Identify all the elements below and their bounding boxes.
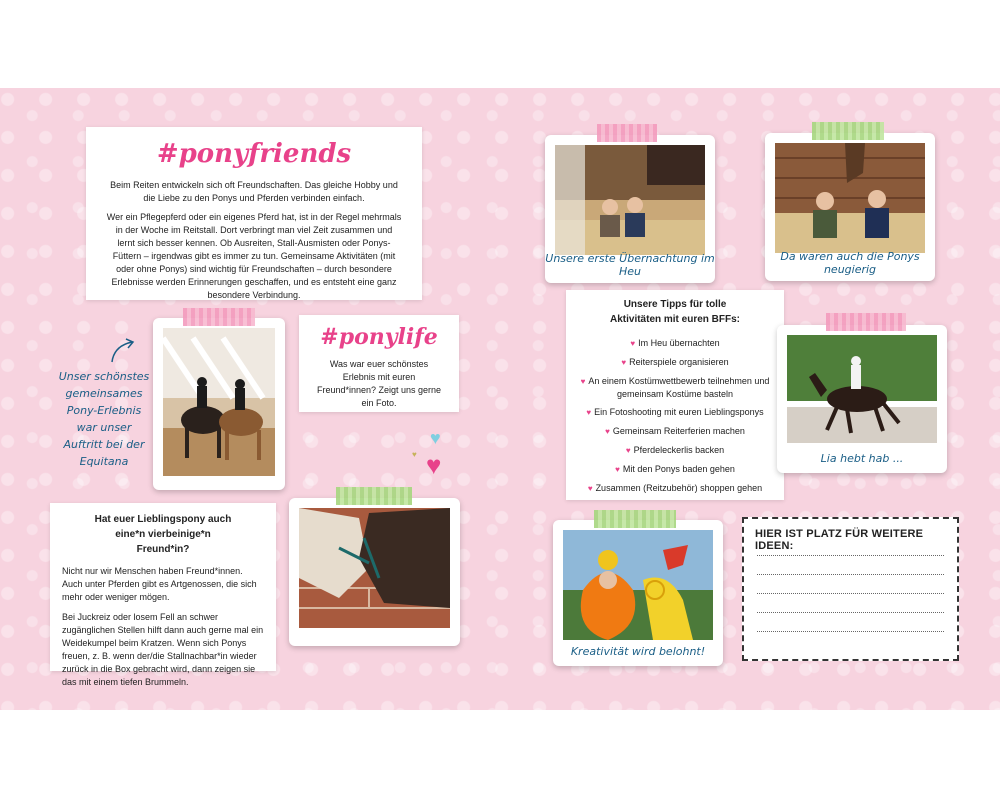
tip-item: ♥ Im Heu übernachten (630, 338, 720, 348)
ponylife-card (299, 315, 459, 412)
tip-item: ♥ Mit den Ponys baden gehen (615, 464, 735, 474)
photo-equitana (153, 318, 285, 490)
heart-icon: ♥ (412, 450, 417, 459)
hearts-decoration (412, 428, 462, 484)
ideas-title: HIER IST PLATZ FÜR WEITERE IDEEN: (755, 528, 924, 552)
curved-arrow-icon (108, 336, 138, 366)
photo3-caption: Lia hebt hab ... (820, 452, 904, 465)
tip-item: ♥ Ein Fotoshooting mit euren Lieblingsponys (586, 407, 764, 417)
dressage-photo (787, 335, 937, 443)
tip-item: ♥ Gemeinsam Reiterferien machen (605, 426, 745, 436)
equitana-handnote: Unser schönstes gemeinsames Pony-Erlebnis war unser Auftritt bei der Equitana (58, 370, 150, 468)
favorite-paragraph-2: Bei Juckreiz oder losem Fell an schwer zugänglichen Stellen hilft dann auch gerne mal ein Weidekumpel beim Kratzen. Wenn sich Ponys freuen, z. B. wenn der/die Stallnachbar*in wieder zurück in die Box gebracht wird, dann zeigen sie das mit einem tiefen Brummeln. (62, 612, 264, 687)
photo-lia-jump (777, 325, 947, 473)
tape-strip (812, 122, 884, 140)
intro-paragraph-2: Wer ein Pflegepferd oder ein eigenes Pferd hat, ist in der Regel mehrmals in der Woche im Reitstall. Dort verbringt man viel Zeit zusammen und lernt sich besser kennen. Ob Ausreiten, Stall-Ausmisten oder Ponys-Füttern – irgendwas gibt es immer zu tun. Gemeinsame Aktivitäten (mit oder ohne Ponys) sind wichtig für Freundschaften – durch besondere Erlebnisse werden Erinnerungen geschaffen, und es entsteht eine ganz besondere Verbindung. (106, 212, 402, 300)
heart-icon: ♥ (615, 465, 620, 474)
tips-title: Unsere Tipps für tolle Aktivitäten mit euren BFFs: (609, 299, 741, 325)
heart-icon: ♥ (630, 339, 636, 348)
tape-strip (183, 308, 255, 326)
photo-hay-overnight (545, 135, 715, 283)
tip-item: ♥ Pferdeleckerlis backen (625, 445, 725, 455)
ponylife-text: Was war euer schönstes Erlebnis mit euren Freund*innen? Zeigt uns gerne ein Foto. (316, 359, 442, 408)
heart-icon: ♥ (426, 450, 442, 480)
tip-item: ♥ Zusammen (Reitzubehör) shoppen gehen (587, 483, 763, 493)
riders-photo (163, 328, 275, 476)
photo4-caption: Kreativität wird belohnt! (570, 645, 706, 658)
writing-line (757, 612, 944, 613)
heart-icon: ♥ (430, 428, 441, 448)
photo-two-horses (289, 498, 460, 646)
writing-line (757, 631, 944, 632)
intro-card (86, 127, 422, 300)
tape-strip (597, 124, 657, 142)
hay-photo (555, 145, 705, 255)
intro-paragraph-1: Beim Reiten entwickeln sich oft Freundschaften. Das gleiche Hobby und die Liebe zu den Ponys und Pferden verbinden einfach. (110, 180, 398, 203)
tape-strip (336, 487, 412, 505)
favorite-pony-title: Hat euer Lieblingspony auch eine*n vierbeinige*n Freund*in? (94, 514, 232, 555)
heart-icon: ♥ (586, 408, 592, 417)
ponies-photo (775, 143, 925, 253)
tape-strip (826, 313, 906, 331)
writing-line (757, 593, 944, 594)
tape-strip (594, 510, 676, 528)
tips-list (566, 337, 784, 495)
heart-icon: ♥ (580, 377, 586, 386)
costume-photo (563, 530, 713, 640)
tips-card (566, 290, 784, 500)
horses-photo (299, 508, 450, 628)
writing-line (757, 574, 944, 575)
ponyfriends-heading: #ponyfriends (156, 139, 352, 169)
heart-icon: ♥ (605, 427, 610, 436)
favorite-paragraph-1: Nicht nur wir Menschen haben Freund*innen. Auch unter Pferden gibt es Artgenossen, die sich mehr oder weniger mögen. (62, 566, 257, 602)
heart-icon: ♥ (625, 446, 631, 455)
tip-item: ♥ An einem Kostümwettbewerb teilnehmen und gemeinsam Kostüme basteln (580, 376, 770, 399)
photo-curious-ponies (765, 133, 935, 281)
photo2-caption: Da waren auch die Ponys neugierig (780, 250, 920, 276)
photo-creativity (553, 520, 723, 666)
photo1-caption: Unsere erste Übernachtung im Heu (545, 252, 715, 278)
heart-icon: ♥ (621, 358, 627, 367)
ideas-box (742, 517, 959, 661)
tip-item: ♥ Reiterspiele organisieren (621, 357, 729, 367)
ponylife-heading: #ponylife (320, 324, 438, 350)
writing-line (757, 555, 944, 556)
heart-icon: ♥ (587, 484, 593, 493)
favorite-pony-card (50, 503, 276, 687)
